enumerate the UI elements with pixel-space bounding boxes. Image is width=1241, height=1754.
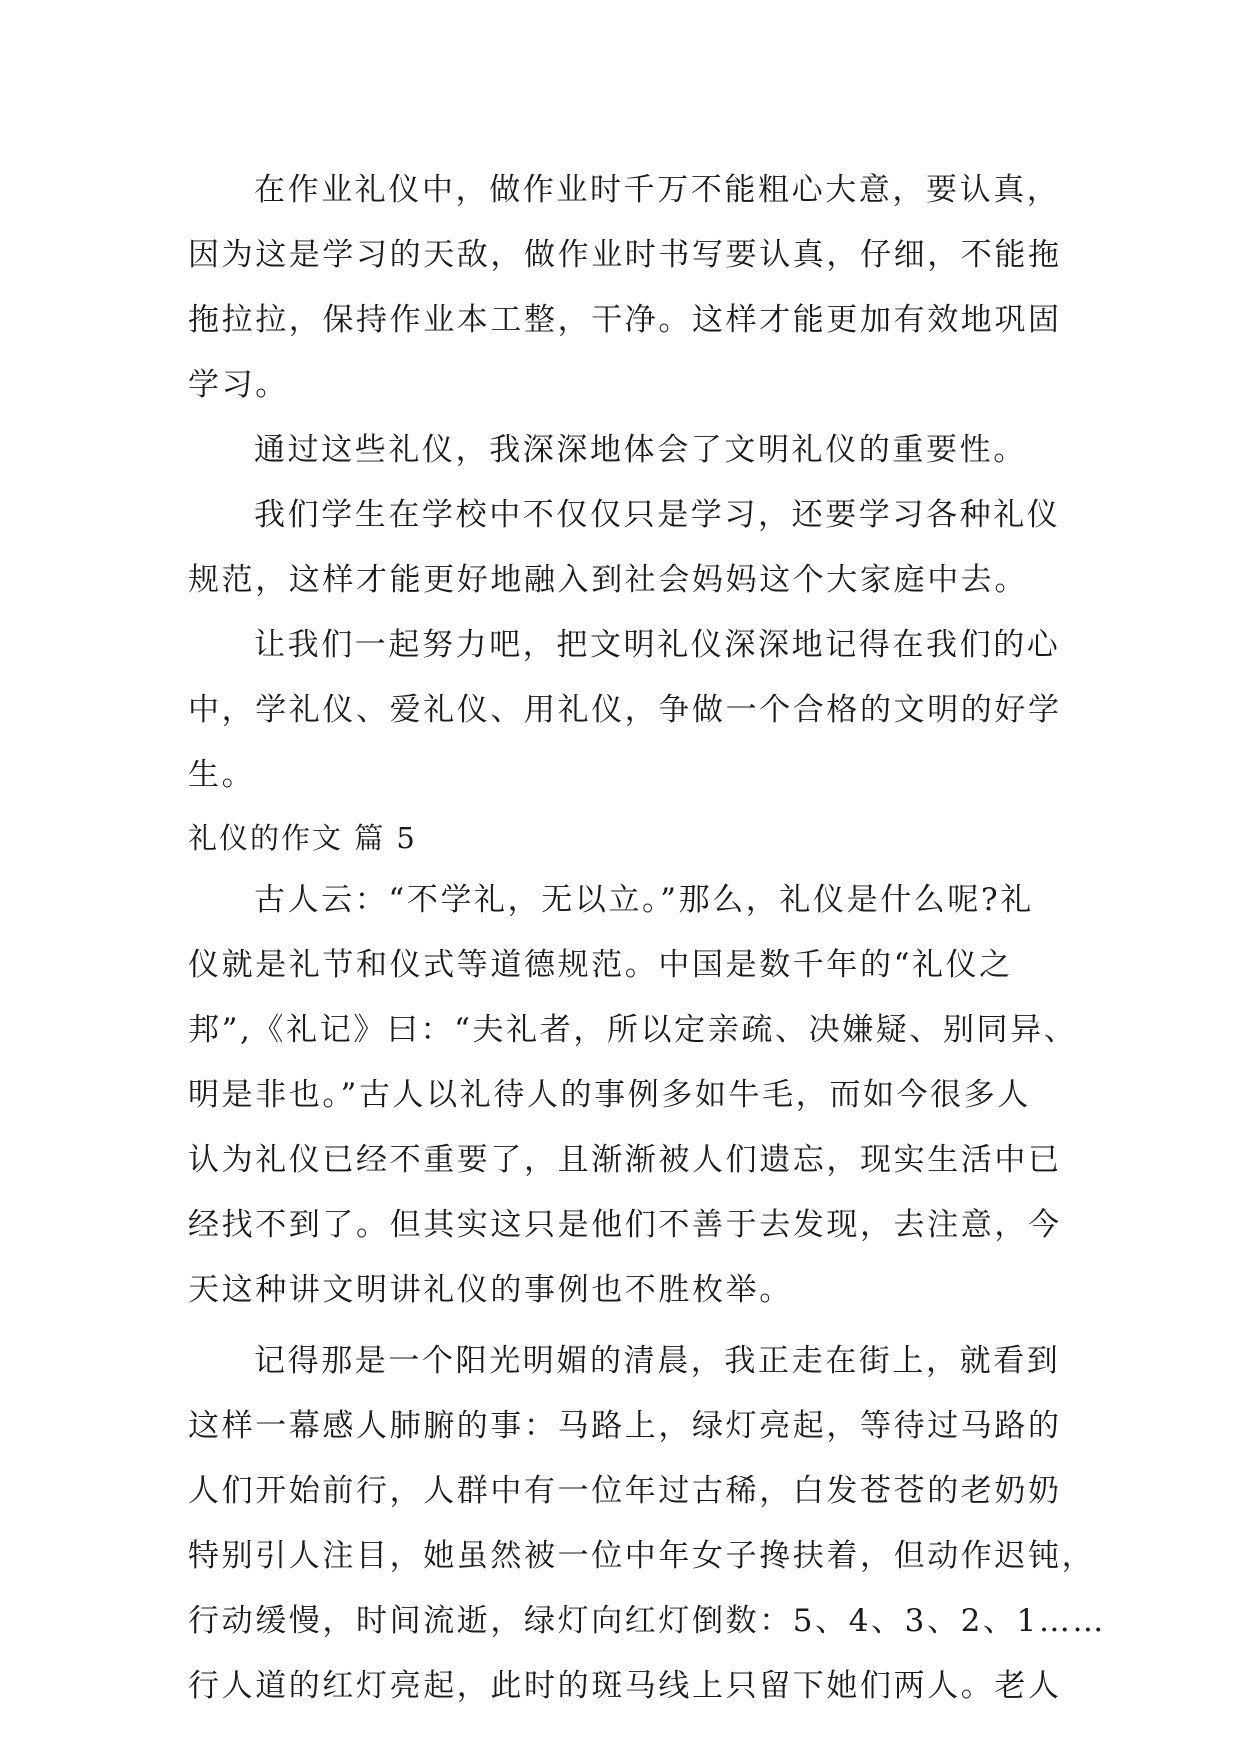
text-line: 行动缓慢，时间流逝，绿灯向红灯倒数：5、4、3、2、1…… [188, 1603, 1107, 1639]
text-line: 规范，这样才能更好地融入到社会妈妈这个大家庭中去。 [188, 562, 1028, 598]
paragraph [188, 158, 1062, 418]
text-line: 经找不到了。但其实这只是他们不善于去发现，去注意，今 [188, 1207, 1062, 1243]
text-line: 邦”,《礼记》曰：“夫礼者，所以定亲疏、决嫌疑、别同异、 [188, 1012, 1078, 1048]
text-line: 明是非也。”古人以礼待人的事例多如牛毛，而如今很多人 [188, 1077, 1031, 1113]
paragraph [188, 613, 1062, 808]
paragraph [188, 483, 1061, 613]
paragraph [188, 1329, 1107, 1719]
text-line: 认为礼仪已经不重要了，且渐渐被人们遗忘，现实生活中已 [188, 1142, 1062, 1178]
text-line: 让我们一起努力吧，把文明礼仪深深地记得在我们的心 [254, 627, 1061, 663]
text-line: 行人道的红灯亮起，此时的斑马线上只留下她们两人。老人 [188, 1668, 1062, 1704]
text-line: 通过这些礼仪，我深深地体会了文明礼仪的重要性。 [254, 432, 1027, 468]
document-body [188, 158, 1107, 1719]
text-line: 特别引人注目，她虽然被一位中年女子搀扶着，但动作迟钝， [188, 1538, 1096, 1574]
text-line: 仪就是礼节和仪式等道德规范。中国是数千年的“礼仪之 [188, 947, 1013, 983]
text-line: 拖拉拉，保持作业本工整，干净。这样才能更加有效地巩固 [188, 302, 1062, 338]
text-line: 学习。 [188, 367, 289, 403]
text-line: 生。 [188, 757, 256, 793]
section-heading: 礼仪的作文 篇 5 [188, 821, 417, 855]
text-line: 古人云：“不学礼，无以立。”那么，礼仪是什么呢?礼 [254, 882, 1034, 918]
paragraph [188, 418, 1058, 483]
text-line: 这样一幕感人肺腑的事：马路上，绿灯亮起，等待过马路的 [188, 1408, 1062, 1444]
paragraph [188, 868, 1078, 1323]
text-line: 天这种讲文明讲礼仪的事例也不胜枚举。 [188, 1272, 793, 1308]
text-line: 记得那是一个阳光明媚的清晨，我正走在街上，就看到 [254, 1343, 1061, 1379]
text-line: 因为这是学习的天敌，做作业时书写要认真，仔细，不能拖 [188, 237, 1062, 273]
text-line: 我们学生在学校中不仅仅只是学习，还要学习各种礼仪 [254, 497, 1061, 533]
text-line: 在作业礼仪中，做作业时千万不能粗心大意，要认真， [254, 172, 1061, 208]
text-line: 中，学礼仪、爱礼仪、用礼仪，争做一个合格的文明的好学 [188, 692, 1062, 728]
text-line: 人们开始前行，人群中有一位年过古稀，白发苍苍的老奶奶 [188, 1473, 1062, 1509]
